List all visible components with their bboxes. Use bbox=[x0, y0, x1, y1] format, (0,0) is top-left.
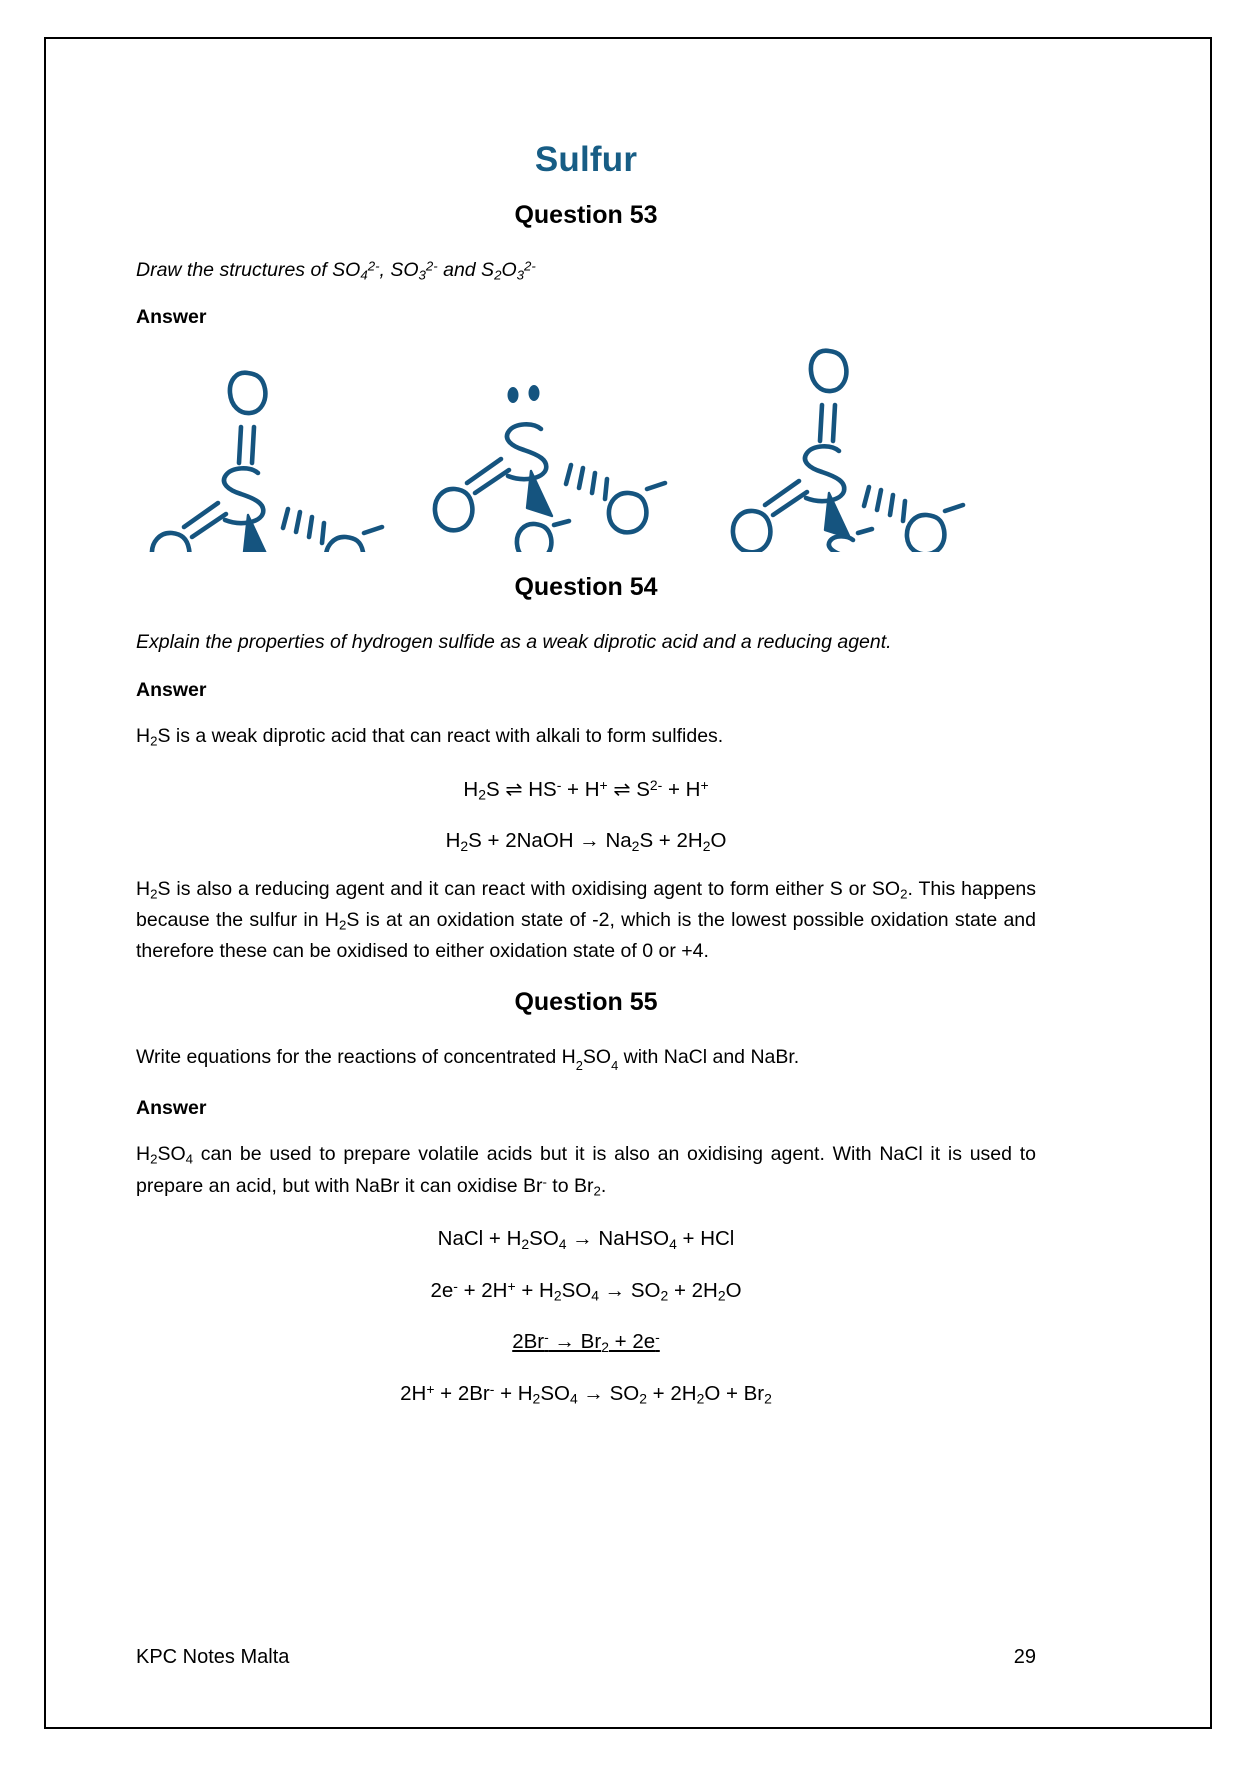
question-54-text: Explain the properties of hydrogen sulfide as a weak diprotic acid and a reducing agent. bbox=[136, 631, 892, 654]
question-55-answer-label: Answer bbox=[136, 1097, 207, 1120]
page-frame bbox=[44, 37, 1212, 1729]
thiosulfate-ion-drawing bbox=[733, 351, 963, 552]
equation-nacl-h2so4: NaCl + $H_2SO_4$ → NaHSO$_4$ + HCl bbox=[437, 1226, 735, 1252]
equation-bromide-oxidation: $2Br^- \to Br_2 + 2e^-$ bbox=[512, 1329, 660, 1356]
question-54-answer-label: Answer bbox=[136, 678, 207, 701]
lewis-structures-drawing bbox=[136, 337, 1036, 552]
page-content bbox=[136, 99, 1036, 1669]
question-55-paragraph-1: $H_2SO_4$ can be used to prepare volatile acids but it is also an oxidising agent. With NaCl it is used to prepare an acid, but with NaBr it can oxidise Br- to $Br_2$. bbox=[136, 1143, 1036, 1199]
question-54-paragraph-1: $H_2S$ is a weak diprotic acid that can react with alkali to form sulfides. bbox=[136, 724, 724, 749]
equation-so2-half-reaction: $2e^- + 2H^+ + H_2SO_4 \to SO_2 + 2H_2O$ bbox=[430, 1277, 742, 1304]
sulfate-ion-drawing bbox=[152, 373, 382, 552]
sulfite-ion-drawing bbox=[435, 385, 665, 552]
question-53-answer-label: Answer bbox=[136, 306, 207, 329]
equation-overall-redox: $2H^+ + 2Br^- + H_2SO_4 \to SO_2 + 2H_2O + Br_2$ bbox=[400, 1381, 772, 1408]
question-54-heading: Question 54 bbox=[514, 573, 658, 602]
equation-h2s-naoh: $H_2S$ + 2NaOH → $Na_2S + 2H_2O$ bbox=[445, 828, 727, 854]
page-title: Sulfur bbox=[534, 140, 638, 179]
equation-h2s-dissociation: $H_2S$ ⇌ HS- + H+ ⇌ $S^{2-} + H^+$ bbox=[463, 776, 709, 803]
question-55-heading: Question 55 bbox=[514, 987, 658, 1016]
question-55-text: Write equations for the reactions of concentrated $H_2SO_4$ with NaCl and NaBr. bbox=[136, 1045, 800, 1073]
question-53-heading: Question 53 bbox=[514, 200, 658, 229]
question-54-paragraph-2: $H_2S$ is also a reducing agent and it can react with oxidising agent to form either S or $SO_2$. This happens because the sulfur in $H_2S$ is at an oxidation state of -2, which is the lowest possible oxidation state and therefore these can be oxidised to either oxidation state of 0 or +4. bbox=[136, 877, 1037, 963]
page-footer bbox=[136, 1646, 1036, 1669]
footer-source: KPC Notes Malta bbox=[136, 1646, 290, 1668]
question-53-text: Draw the structures of $SO_4^{2-}$, $SO_3^{2-}$ and $S_2O_3^{2-}$ bbox=[136, 257, 536, 283]
footer-page-number: 29 bbox=[1013, 1646, 1036, 1668]
